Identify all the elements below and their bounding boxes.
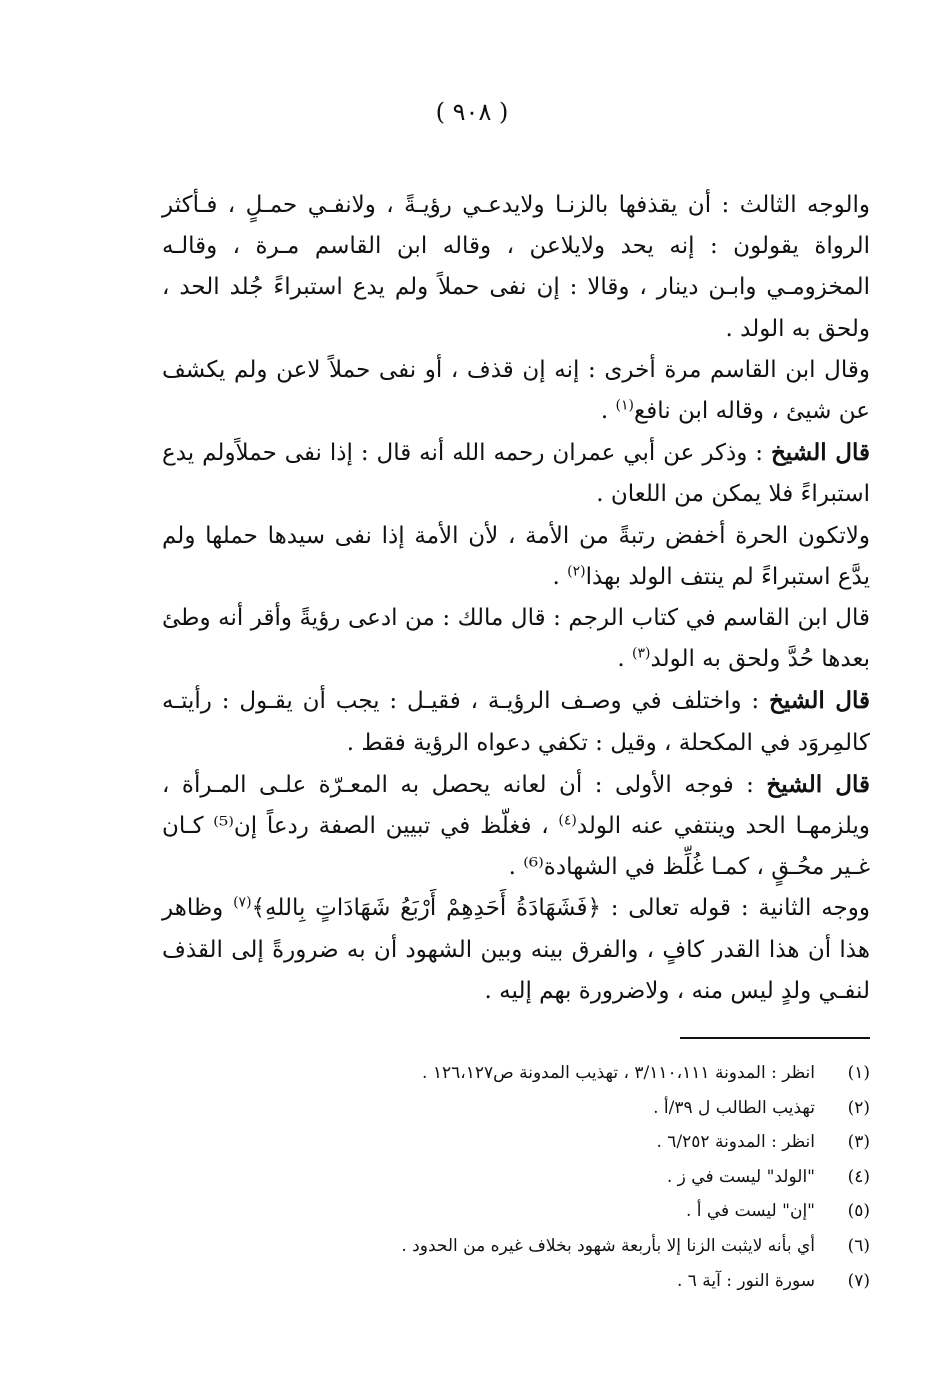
- footnote-item: [300, 1229, 870, 1264]
- footnote-text: تهذيب الطالب ل ٣٩/أ .: [653, 1097, 815, 1118]
- paragraph-text: والوجه الثالث : أن يقذفها بالزنـا ولايدعـي رؤيـةً ، ولانفـي حمـلٍ ، فـأكثر الرواة يقولون : إنه يحد ولايلاعن ، وقاله ابن القاسم مـرة ، وقالـه المخزومـي وابـن دينار ، وقالا : إن نفى حملاً ولم يدع استبراءً جُلد الحد ، ولحق به الولد .: [162, 192, 870, 342]
- paragraph-tail: ، فغلّظ في تبيين الصفة ردعاً إن⁽⁵⁾ كـان غـير محُـقٍ ، كمـا غُلِّظ في الشهادة⁽⁶⁾ .: [162, 813, 870, 881]
- footnote-number: (٥): [847, 1201, 870, 1222]
- footnote-ref[interactable]: (٤): [558, 812, 577, 829]
- footnote-number: (٦): [847, 1235, 870, 1256]
- paragraph-tail: .: [552, 563, 568, 590]
- paragraph-4: [162, 516, 870, 598]
- paragraph-tail: .: [600, 398, 616, 425]
- main-text: [162, 185, 870, 1012]
- paragraph-text: ووجه الثانية : قوله تعالى : ﴿فَشَهَادَةُ أَحَدِهِمْ أَرْبَعُ شَهَادَاتٍ بِاللهِ﴾: [251, 895, 870, 922]
- section-heading: قال الشيخ: [766, 770, 870, 798]
- footnote-text: انظر : المدونة ٣/١١٠،١١١ ، تهذيب المدونة ص١٢٦،١٢٧ .: [422, 1063, 815, 1083]
- footnote-divider: [680, 1037, 870, 1039]
- footnote-text: "إن" ليست في أ .: [685, 1201, 815, 1222]
- footnote-number: (٢): [847, 1097, 870, 1118]
- paragraph-2: [162, 350, 870, 432]
- footnote-item: [300, 1091, 870, 1126]
- footnote-number: (١): [847, 1063, 870, 1083]
- footnote-text: "الولد" ليست في ز .: [666, 1166, 815, 1187]
- footnote-text: سورة النور : آية ٦ .: [676, 1270, 815, 1291]
- paragraph-5: [162, 598, 870, 680]
- footnote-item: [300, 1125, 870, 1160]
- footnote-number: (٧): [847, 1270, 870, 1291]
- footnote-ref[interactable]: (١): [615, 397, 634, 414]
- paragraph-text: : وذكر عن أبي عمران رحمه الله أنه قال : إذا نفى حملاًولم يدع استبراءً فلا يمكن من اللعان .: [162, 440, 870, 508]
- footnote-item: [300, 1194, 870, 1229]
- paragraph-tail: وظاهر هذا أن هذا القدر كافٍ ، والفرق بينه وبين الشهود أن به ضرورةً إلى القذف لنفـي ولدٍ ليس منه ، ولاضرورة بهم إليه .: [162, 895, 870, 1004]
- footnote-item: [300, 1056, 870, 1091]
- paragraph-text: قال ابن القاسم في كتاب الرجم : قال مالك : من ادعى رؤيةً وأقر أنه وطئ بعدها حُدَّ ولحق به الولد: [162, 605, 870, 673]
- footnote-item: [300, 1160, 870, 1195]
- paragraph-text: وقال ابن القاسم مرة أخرى : إنه إن قذف ، أو نفى حملاً لاعن ولم يكشف عن شيئ ، وقاله ابن نافع: [162, 356, 870, 425]
- paragraph-3: [162, 432, 870, 515]
- paragraph-text: : فوجه الأولى : أن لعانه يحصل به المعـرّة علـى المـرأة ، ويلزمهـا الحد وينتفي عنه الولد: [162, 771, 871, 840]
- footnote-ref[interactable]: (٣): [632, 645, 651, 662]
- footnotes-section: [300, 1056, 870, 1298]
- section-heading: قال الشيخ: [769, 687, 871, 715]
- paragraph-1: [162, 185, 870, 350]
- footnote-number: (٣): [847, 1132, 870, 1153]
- paragraph-8: [162, 888, 870, 1012]
- paragraph-text: : واختلف في وصـف الرؤيـة ، فقيـل : يجب أن يقـول : رأيتـه كالمِروَد في المكحلة ، وقيل : تكفي دعواه الرؤية فقط .: [162, 688, 870, 756]
- section-heading: قال الشيخ: [770, 439, 870, 467]
- paragraph-6: [162, 680, 870, 763]
- paragraph-text: ولاتكون الحرة أخفض رتبةً من الأمة ، لأن الأمة إذا نفى سيدها حملها ولم يدَّع استبراءً لم ينتف الولد بهذا: [162, 522, 870, 590]
- footnote-item: [300, 1264, 870, 1299]
- footnote-ref[interactable]: (٢): [567, 563, 586, 580]
- footnote-number: (٤): [847, 1166, 870, 1187]
- footnote-text: انظر : المدونة ٦/٢٥٢ .: [656, 1132, 815, 1153]
- paragraph-7: [162, 764, 870, 889]
- paragraph-tail: .: [617, 646, 633, 673]
- footnote-ref[interactable]: (٧): [233, 894, 252, 911]
- page-number: ( ٩٠٨ ): [435, 98, 509, 126]
- footnote-text: أي بأنه لايثبت الزنا إلا بأربعة شهود بخلاف غيره من الحدود .: [401, 1235, 815, 1256]
